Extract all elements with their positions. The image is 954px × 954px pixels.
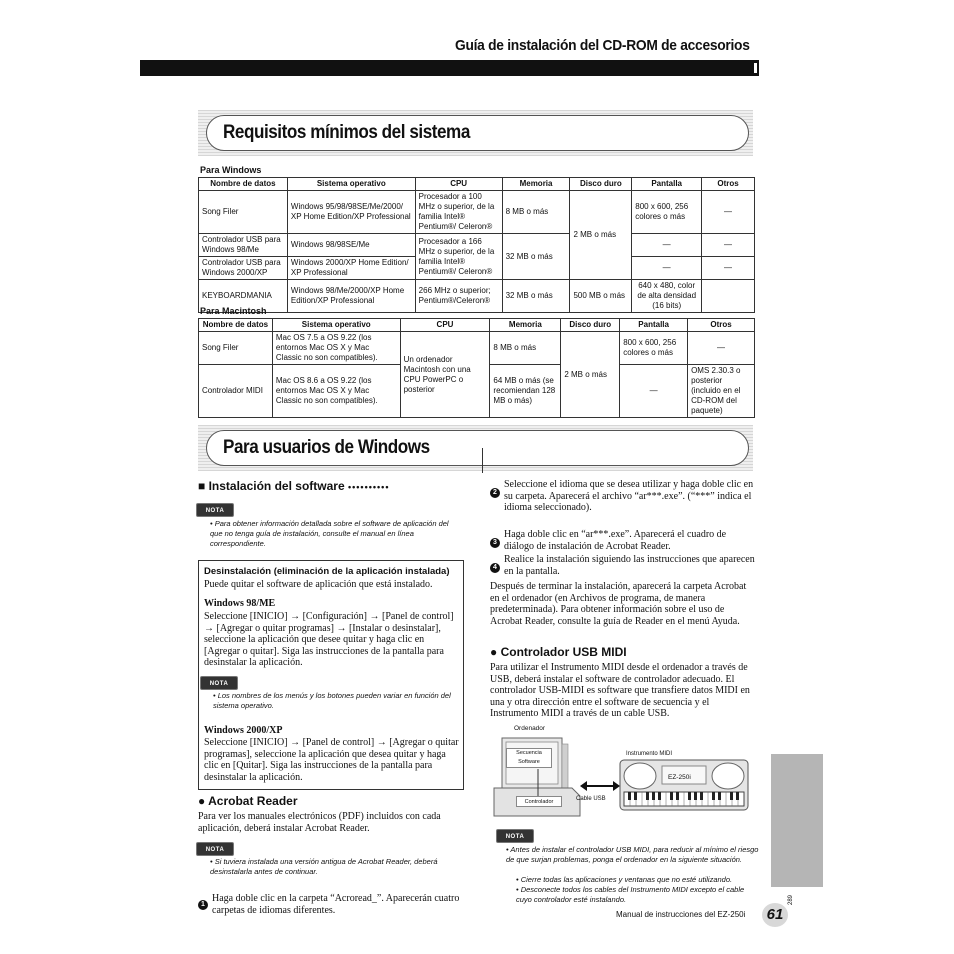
cell-name: Controlador MIDI — [199, 365, 273, 418]
cell-screen: — — [620, 365, 688, 418]
col-header: Nombre de datos — [199, 319, 273, 332]
note-text: • Para obtener información detallada sobre el software de aplicación del que no tenga guía de instalación, consulte el manual en línea correspondiente. — [210, 519, 449, 548]
usb-midi-heading: ● Controlador USB MIDI — [490, 645, 627, 659]
cell-os: Windows 95/98/98SE/Me/2000/ XP Home Edition/XP Professional — [287, 191, 415, 234]
col-header: Sistema operativo — [287, 178, 415, 191]
diagram-sequencer-label: Secuencia Software — [506, 748, 552, 768]
diagram-computer-label: Ordenador — [514, 725, 546, 732]
diagram-model-label: EZ-250i — [668, 774, 691, 781]
col-header: Memoria — [490, 319, 561, 332]
note-text: • Si tuviera instalada una versión antigua de Acrobat Reader, deberá desinstalarla antes de continuar. — [210, 857, 438, 876]
cell-name: KEYBOARDMANIA — [199, 280, 288, 313]
header-bar — [140, 60, 759, 76]
note-badge: NOTA — [196, 842, 234, 856]
table-header-row — [199, 319, 755, 332]
cell-other: — — [702, 257, 755, 280]
step-number: 1 — [198, 900, 208, 910]
step-3-text: Haga doble clic en “ar***.exe”. Aparecerá el cuadro de diálogo de instalación de Acrobat Reader. — [504, 529, 727, 552]
cell-cpu: 266 MHz o superior; Pentium®/Celeron® — [415, 280, 502, 313]
win2000-title: Windows 2000/XP — [204, 725, 283, 736]
diagram-driver-label: Controlador — [516, 796, 562, 807]
cell-cpu: Procesador a 100 MHz o superior, de la familia Intel® Pentium®/ Celeron® — [415, 191, 502, 234]
note-badge: NOTA — [496, 829, 534, 843]
cell-disk: 500 MB o más — [570, 280, 632, 313]
note-badge: NOTA — [200, 676, 238, 690]
section-pill — [206, 430, 749, 466]
col-header: CPU — [400, 319, 490, 332]
windows-requirements-table — [198, 177, 755, 313]
step-3-number — [490, 531, 500, 549]
cell-screen: — — [632, 234, 702, 257]
step-1-number — [198, 893, 208, 911]
col-header: Sistema operativo — [272, 319, 400, 332]
cell-os: Mac OS 7.5 a OS 9.22 (los entornos Mac OS X y Mac Classic no son compatibles). — [272, 332, 400, 365]
cell-memory: 32 MB o más — [502, 280, 570, 313]
acrobat-after-text: Después de terminar la instalación, aparecerá la carpeta Acrobat en el ordenador (en Archivos de programa, de manera predeterminada). Para obtener información sobre el uso de Acrobat Reader, consulte la guía de Reader en el menú Ayuda. — [490, 581, 747, 627]
footer-manual-title: Manual de instrucciones del EZ-250i — [616, 910, 746, 919]
windows-table-label: Para Windows — [200, 165, 262, 175]
cell-other: OMS 2.30.3 o posterior (incluido en el CD-ROM del paquete) — [688, 365, 755, 418]
cell-screen: 640 x 480, color de alta densidad (16 bits) — [632, 280, 702, 313]
cell-cpu: Procesador a 166 MHz o superior, de la familia Intel® Pentium®/ Celeron® — [415, 234, 502, 280]
note-text: • Antes de instalar el controlador USB MIDI, para reducir al mínimo el riesgo de que surjan problemas, ponga el ordenador en la siguiente situación. — [506, 845, 759, 864]
step-number: 4 — [490, 563, 500, 573]
cell-other — [702, 280, 755, 313]
acrobat-heading: ● Acrobat Reader — [198, 794, 298, 808]
cell-name: Song Filer — [199, 332, 273, 365]
cell-other: — — [702, 234, 755, 257]
section-band-windows-users — [198, 425, 753, 471]
col-header: Disco duro — [570, 178, 632, 191]
heading-dots: •••••••••• — [347, 482, 390, 492]
col-header: Disco duro — [561, 319, 620, 332]
col-header: Nombre de datos — [199, 178, 288, 191]
win2000-text: Seleccione [INICIO] → [Panel de control] → [Agregar o quitar programas], seleccione la aplicación que desea quitar y haga clic en [Quitar]. Siga las instrucciones de la pantalla para desinstalar la aplicación. — [204, 737, 459, 783]
cell-other: — — [702, 191, 755, 234]
cell-other: — — [688, 332, 755, 365]
note-text: • Desconecte todos los cables del Instrumento MIDI excepto el cable cuyo controlador esté instalando. — [516, 885, 745, 904]
cell-disk: 2 MB o más — [570, 191, 632, 280]
cell-memory: 64 MB o más (se recomiendan 128 MB o más) — [490, 365, 561, 418]
col-header: Otros — [702, 178, 755, 191]
section-title-windows-users: Para usuarios de Windows — [223, 437, 430, 458]
table-row — [199, 280, 755, 313]
page-code: 289 — [788, 894, 794, 905]
keyboard-illustration — [618, 758, 752, 812]
cell-os: Mac OS 8.6 a OS 9.22 (los entornos Mac OS X y Mac Classic no son compatibles). — [272, 365, 400, 418]
mac-requirements-table — [198, 318, 755, 418]
uninstall-box — [198, 560, 464, 790]
mac-table-label: Para Macintosh — [200, 306, 267, 316]
step-2-text: Seleccione el idioma que se desea utilizar y haga doble clic en su carpeta. Aparecerá el archivo “ar***.exe”. (“***” indica el idioma seleccionado). — [504, 479, 754, 513]
col-header: Memoria — [502, 178, 570, 191]
install-heading-text: ■ Instalación del software — [198, 479, 345, 493]
side-tab — [771, 754, 823, 887]
bidirectional-arrow-icon — [580, 778, 620, 794]
page-number: 61 — [762, 903, 788, 927]
table-row — [199, 332, 755, 365]
cell-cpu: Un ordenador Macintosh con una CPU PowerPC o posterior — [400, 332, 490, 418]
note-badge: NOTA — [196, 503, 234, 517]
page-header-title: Guía de instalación del CD-ROM de accesorios — [455, 37, 750, 54]
cell-name: Controlador USB para Windows 98/Me — [199, 234, 288, 257]
step-number: 3 — [490, 538, 500, 548]
cell-os: Windows 2000/XP Home Edition/ XP Professional — [287, 257, 415, 280]
acrobat-intro: Para ver los manuales electrónicos (PDF) incluidos con cada aplicación, deberá instalar Acrobat Reader. — [198, 811, 441, 834]
col-header: Otros — [688, 319, 755, 332]
col-header: Pantalla — [632, 178, 702, 191]
section-band-requirements — [198, 110, 753, 156]
col-header: CPU — [415, 178, 502, 191]
cell-memory: 8 MB o más — [502, 191, 570, 234]
section-title-requirements: Requisitos mínimos del sistema — [223, 122, 470, 143]
step-1-text: Haga doble clic en la carpeta “Acroread_”. Aparecerán cuatro carpetas de idiomas diferentes. — [212, 893, 460, 916]
table-row — [199, 191, 755, 234]
note-text: • Los nombres de los menús y los botones pueden variar en función del sistema operativo. — [213, 691, 451, 710]
section-pill — [206, 115, 749, 151]
usb-midi-text: Para utilizar el Instrumento MIDI desde el ordenador a través de USB, deberá instalar el software de controlador adecuado. El controlador USB-MIDI es software que transfiere datos MIDI en una y otra dirección entre el software de secuencia y el Instrumento MIDI a través de un cable USB. — [490, 662, 750, 719]
cell-name: Controlador USB para Windows 2000/XP — [199, 257, 288, 280]
install-heading — [198, 479, 389, 493]
cell-screen: — — [632, 257, 702, 280]
cell-name: Song Filer — [199, 191, 288, 234]
step-4-text: Realice la instalación siguiendo las instrucciones que aparecen en la pantalla. — [504, 554, 755, 577]
uninstall-intro: Puede quitar el software de aplicación que está instalado. — [204, 579, 433, 590]
cell-memory: 8 MB o más — [490, 332, 561, 365]
cell-screen: 800 x 600, 256 colores o más — [620, 332, 688, 365]
cell-os: Windows 98/Me/2000/XP Home Edition/XP Professional — [287, 280, 415, 313]
win98-title: Windows 98/ME — [204, 598, 276, 609]
diagram-instrument-label: Instrumento MIDI — [626, 751, 673, 757]
usb-connection-diagram — [492, 722, 758, 822]
table-row — [199, 234, 755, 257]
column-divider — [482, 448, 483, 473]
step-number: 2 — [490, 488, 500, 498]
note-text: • Cierre todas las aplicaciones y ventanas que no esté utilizando. — [516, 875, 733, 884]
cell-memory: 32 MB o más — [502, 234, 570, 280]
cell-os: Windows 98/98SE/Me — [287, 234, 415, 257]
cell-disk: 2 MB o más — [561, 332, 620, 418]
cell-screen: 800 x 600, 256 colores o más — [632, 191, 702, 234]
step-2-number — [490, 481, 500, 499]
col-header: Pantalla — [620, 319, 688, 332]
diagram-cable-label: Cable USB — [576, 796, 606, 802]
step-4-number — [490, 556, 500, 574]
uninstall-title: Desinstalación (eliminación de la aplicación instalada) — [204, 566, 450, 577]
win98-text: Seleccione [INICIO] → [Configuración] → [Panel de control] → [Agregar o quitar programas] → [Instalar o desinstalar], seleccione la aplicación que desee quitar y haga clic en [Agregar o quitar]. Siga las instrucciones de la pantalla para desinstalar la aplicación. — [204, 611, 454, 668]
table-header-row — [199, 178, 755, 191]
